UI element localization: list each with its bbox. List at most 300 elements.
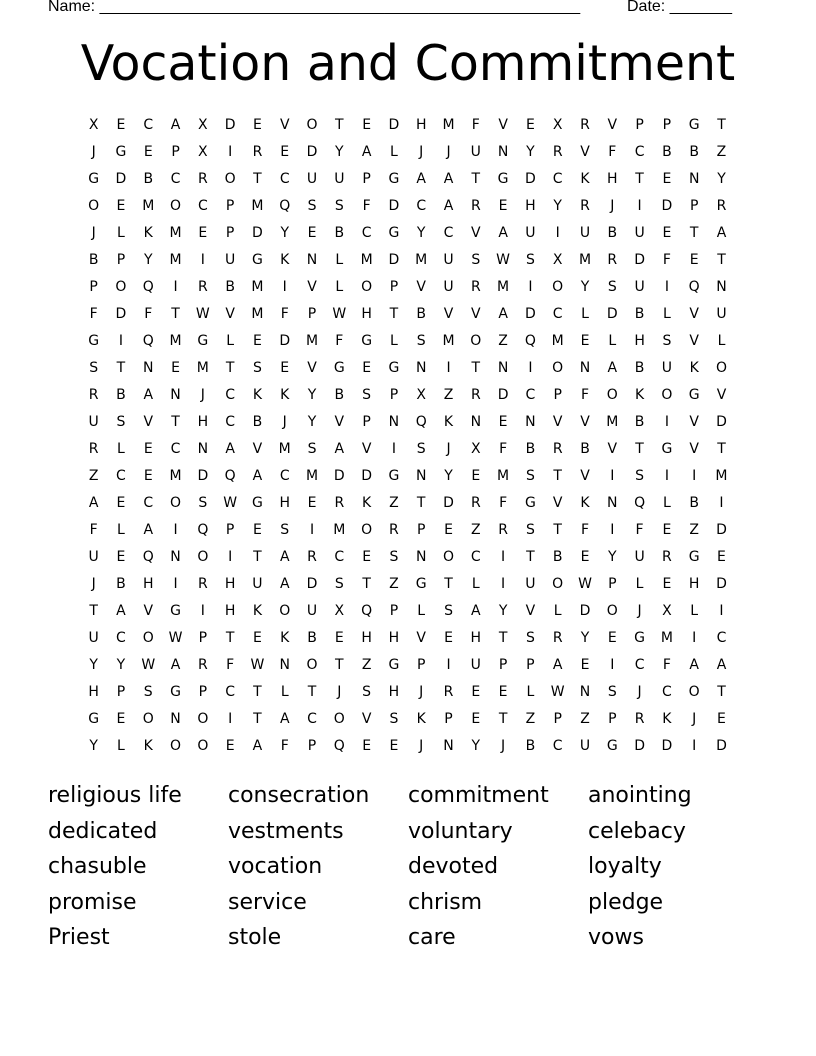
- grid-letter: U: [661, 359, 672, 376]
- grid-letter: Z: [716, 143, 727, 160]
- grid-letter: G: [688, 116, 700, 133]
- grid-letter: T: [526, 548, 535, 565]
- grid-letter: D: [388, 116, 400, 133]
- grid-letter: N: [579, 359, 591, 376]
- grid-letter: V: [143, 413, 154, 430]
- grid-letter: R: [443, 683, 454, 700]
- grid-letter: G: [333, 359, 345, 376]
- grid-letter: E: [280, 359, 290, 376]
- grid-letter: K: [143, 224, 153, 241]
- grid-letter: P: [553, 710, 562, 727]
- grid-letter: L: [117, 224, 125, 241]
- grid-letter: L: [117, 737, 125, 754]
- grid-letter: C: [279, 170, 290, 187]
- grid-letter: P: [362, 170, 371, 187]
- grid-row: [80, 435, 736, 462]
- grid-letter: M: [169, 467, 182, 484]
- grid-letter: D: [661, 737, 673, 754]
- grid-letter: F: [662, 251, 671, 268]
- grid-letter: R: [607, 251, 618, 268]
- grid-letter: G: [252, 494, 263, 511]
- grid-letter: H: [224, 575, 236, 592]
- grid-letter: P: [444, 710, 453, 727]
- grid-letter: I: [282, 278, 287, 295]
- grid-letter: K: [143, 737, 153, 754]
- grid-letter: W: [223, 494, 238, 511]
- grid-letter: C: [225, 386, 236, 403]
- grid-letter: Y: [580, 278, 590, 295]
- grid-letter: A: [143, 386, 154, 403]
- grid-row: [80, 408, 736, 435]
- grid-letter: R: [307, 548, 317, 565]
- grid-letter: P: [635, 116, 644, 133]
- grid-letter: N: [688, 170, 700, 187]
- word-bank-item: pledge: [588, 889, 664, 915]
- grid-letter: K: [580, 494, 590, 511]
- grid-letter: E: [717, 710, 726, 727]
- grid-letter: J: [610, 197, 615, 214]
- word-bank-item: chrism: [408, 889, 483, 915]
- grid-letter: M: [251, 278, 264, 295]
- grid-letter: W: [141, 656, 156, 673]
- grid-letter: V: [552, 494, 563, 511]
- grid-row: [80, 165, 736, 192]
- grid-letter: N: [525, 413, 536, 430]
- grid-letter: D: [333, 467, 345, 484]
- grid-row: [80, 597, 736, 624]
- grid-letter: A: [716, 656, 727, 673]
- grid-row: [80, 246, 736, 273]
- grid-letter: E: [362, 548, 372, 565]
- grid-letter: N: [279, 656, 290, 673]
- grid-row: [80, 624, 736, 651]
- grid-letter: B: [689, 494, 699, 511]
- grid-letter: Q: [524, 332, 536, 349]
- grid-letter: I: [664, 467, 669, 484]
- grid-letter: H: [142, 575, 154, 592]
- grid-letter: J: [91, 224, 96, 241]
- grid-letter: G: [388, 224, 400, 241]
- grid-letter: C: [279, 467, 290, 484]
- grid-letter: R: [662, 548, 672, 565]
- grid-letter: S: [525, 629, 535, 646]
- grid-letter: B: [525, 737, 536, 754]
- grid-letter: M: [660, 629, 673, 646]
- grid-row: [80, 327, 736, 354]
- grid-letter: I: [637, 197, 642, 214]
- grid-row: [80, 300, 736, 327]
- grid-letter: H: [88, 683, 99, 700]
- grid-letter: B: [252, 413, 263, 430]
- grid-letter: S: [334, 575, 344, 592]
- grid-letter: V: [580, 467, 590, 484]
- grid-letter: S: [471, 251, 481, 268]
- grid-letter: I: [610, 521, 615, 538]
- grid-letter: M: [169, 332, 182, 349]
- grid-letter: L: [117, 521, 125, 538]
- grid-letter: B: [634, 305, 645, 322]
- grid-letter: E: [498, 413, 508, 430]
- grid-letter: D: [252, 224, 263, 241]
- grid-letter: Q: [142, 332, 154, 349]
- grid-letter: U: [306, 602, 318, 619]
- grid-letter: D: [224, 116, 236, 133]
- grid-letter: M: [606, 413, 619, 430]
- grid-letter: J: [692, 710, 697, 727]
- grid-letter: E: [362, 737, 372, 754]
- grid-letter: Y: [89, 737, 98, 754]
- grid-letter: B: [607, 224, 618, 241]
- grid-letter: I: [610, 467, 615, 484]
- grid-letter: E: [198, 224, 208, 241]
- grid-letter: E: [444, 629, 453, 646]
- grid-letter: C: [307, 710, 317, 727]
- grid-letter: T: [171, 305, 180, 322]
- grid-letter: T: [362, 575, 371, 592]
- grid-letter: B: [525, 440, 536, 457]
- grid-letter: E: [362, 359, 372, 376]
- grid-letter: S: [280, 521, 290, 538]
- grid-letter: I: [309, 521, 315, 538]
- grid-letter: F: [144, 305, 153, 322]
- grid-letter: J: [419, 737, 424, 754]
- grid-letter: G: [388, 467, 400, 484]
- grid-letter: M: [415, 251, 428, 268]
- grid-letter: E: [471, 710, 481, 727]
- grid-letter: B: [307, 629, 317, 646]
- grid-letter: B: [334, 386, 345, 403]
- grid-letter: V: [498, 116, 508, 133]
- grid-letter: H: [279, 494, 290, 511]
- grid-letter: T: [717, 440, 726, 457]
- grid-letter: T: [416, 494, 426, 511]
- grid-letter: T: [717, 116, 726, 133]
- grid-letter: A: [716, 224, 727, 241]
- grid-letter: L: [226, 332, 235, 349]
- grid-letter: E: [253, 116, 262, 133]
- grid-letter: E: [253, 521, 262, 538]
- grid-letter: A: [498, 305, 508, 322]
- grid-letter: V: [607, 116, 618, 133]
- grid-letter: V: [307, 278, 317, 295]
- grid-letter: P: [608, 710, 617, 727]
- grid-letter: C: [552, 305, 563, 322]
- grid-letter: R: [470, 386, 481, 403]
- grid-letter: M: [142, 197, 155, 214]
- grid-letter: V: [607, 440, 618, 457]
- grid-letter: H: [361, 305, 372, 322]
- grid-letter: O: [552, 575, 564, 592]
- grid-letter: J: [446, 440, 451, 457]
- word-bank-item: service: [228, 889, 307, 915]
- grid-letter: E: [662, 575, 672, 592]
- word-bank-item: voluntary: [408, 818, 513, 844]
- grid-letter: O: [442, 548, 455, 565]
- grid-letter: S: [362, 683, 372, 700]
- grid-letter: H: [688, 575, 700, 592]
- grid-letter: V: [580, 143, 590, 160]
- grid-letter: L: [335, 251, 344, 268]
- grid-letter: A: [471, 602, 481, 619]
- grid-letter: T: [171, 413, 180, 430]
- grid-letter: M: [551, 332, 564, 349]
- grid-letter: H: [470, 629, 482, 646]
- grid-letter: N: [306, 251, 318, 268]
- grid-letter: I: [692, 737, 697, 754]
- grid-letter: E: [580, 656, 590, 673]
- grid-letter: Q: [142, 278, 154, 295]
- grid-letter: S: [334, 197, 344, 214]
- grid-letter: J: [637, 602, 642, 619]
- grid-letter: F: [499, 494, 508, 511]
- grid-letter: Y: [608, 548, 617, 565]
- grid-letter: V: [525, 602, 536, 619]
- grid-letter: I: [200, 251, 205, 268]
- grid-letter: I: [664, 413, 669, 430]
- grid-letter: R: [470, 494, 481, 511]
- grid-letter: A: [279, 575, 290, 592]
- grid-letter: X: [416, 386, 426, 403]
- grid-letter: Z: [361, 656, 372, 673]
- grid-letter: E: [253, 629, 262, 646]
- grid-letter: A: [252, 467, 263, 484]
- grid-letter: K: [280, 251, 290, 268]
- grid-letter: C: [661, 683, 672, 700]
- grid-letter: T: [253, 710, 262, 727]
- grid-letter: D: [279, 332, 291, 349]
- grid-letter: H: [224, 602, 236, 619]
- grid-letter: Z: [498, 332, 508, 349]
- grid-letter: W: [332, 305, 347, 322]
- grid-letter: J: [637, 683, 642, 700]
- grid-letter: Q: [688, 278, 700, 295]
- grid-letter: J: [501, 737, 506, 754]
- grid-letter: E: [498, 683, 508, 700]
- grid-letter: N: [415, 548, 427, 565]
- grid-letter: E: [471, 467, 481, 484]
- word-bank-item: dedicated: [48, 818, 158, 844]
- grid-letter: F: [89, 305, 98, 322]
- grid-letter: X: [198, 143, 208, 160]
- grid-letter: Q: [279, 197, 291, 214]
- grid-letter: D: [606, 305, 618, 322]
- grid-letter: H: [197, 413, 209, 430]
- word-bank-item: stole: [228, 925, 282, 950]
- grid-letter: C: [225, 683, 236, 700]
- grid-letter: F: [499, 440, 508, 457]
- grid-letter: L: [335, 278, 344, 295]
- grid-letter: L: [635, 575, 644, 592]
- word-bank-item: vestments: [228, 818, 344, 844]
- grid-letter: P: [225, 224, 235, 241]
- grid-letter: I: [200, 602, 205, 619]
- word-bank-item: care: [408, 925, 456, 950]
- grid-letter: A: [334, 440, 345, 457]
- grid-letter: V: [689, 413, 699, 430]
- grid-row: [80, 543, 736, 570]
- grid-letter: B: [552, 548, 563, 565]
- grid-letter: L: [417, 602, 426, 619]
- grid-letter: C: [361, 224, 372, 241]
- grid-letter: S: [525, 467, 535, 484]
- grid-letter: H: [634, 332, 645, 349]
- grid-letter: W: [250, 656, 265, 673]
- grid-letter: T: [444, 575, 453, 592]
- grid-letter: D: [634, 737, 645, 754]
- grid-letter: A: [225, 440, 235, 457]
- grid-letter: O: [361, 521, 373, 538]
- grid-letter: G: [170, 602, 181, 619]
- grid-letter: V: [307, 359, 317, 376]
- grid-letter: G: [606, 737, 618, 754]
- grid-letter: F: [280, 305, 289, 322]
- grid-letter: G: [170, 683, 181, 700]
- grid-letter: N: [143, 359, 154, 376]
- grid-letter: Q: [634, 494, 646, 511]
- grid-letter: P: [608, 575, 617, 592]
- grid-letter: X: [552, 116, 563, 133]
- grid-letter: A: [607, 359, 618, 376]
- grid-letter: U: [88, 548, 99, 565]
- grid-letter: M: [251, 305, 264, 322]
- grid-letter: E: [225, 737, 235, 754]
- grid-letter: U: [525, 575, 536, 592]
- grid-letter: N: [443, 737, 454, 754]
- grid-letter: V: [689, 332, 699, 349]
- grid-row: [80, 462, 736, 489]
- grid-letter: A: [552, 656, 563, 673]
- grid-letter: I: [173, 278, 178, 295]
- grid-letter: Z: [525, 710, 536, 727]
- grid-letter: O: [224, 170, 236, 187]
- grid-row: [80, 732, 736, 759]
- grid-letter: E: [116, 548, 126, 565]
- grid-letter: A: [170, 116, 181, 133]
- grid-letter: G: [115, 143, 127, 160]
- grid-letter: Y: [143, 251, 153, 268]
- grid-letter: C: [334, 548, 345, 565]
- grid-letter: E: [362, 116, 372, 133]
- grid-letter: V: [416, 629, 426, 646]
- grid-letter: V: [471, 224, 481, 241]
- grid-letter: C: [197, 197, 208, 214]
- grid-letter: K: [362, 494, 372, 511]
- letter-grid: [80, 111, 736, 759]
- grid-letter: D: [115, 170, 127, 187]
- grid-letter: E: [471, 683, 481, 700]
- grid-letter: Z: [443, 386, 454, 403]
- grid-letter: Q: [415, 413, 427, 430]
- grid-row: [80, 354, 736, 381]
- grid-letter: O: [606, 386, 618, 403]
- grid-letter: V: [225, 305, 235, 322]
- grid-letter: U: [306, 170, 318, 187]
- grid-letter: O: [661, 386, 673, 403]
- grid-letter: A: [498, 224, 508, 241]
- grid-letter: C: [116, 629, 126, 646]
- grid-row: [80, 219, 736, 246]
- grid-letter: P: [307, 305, 317, 322]
- grid-letter: A: [252, 737, 263, 754]
- grid-letter: D: [716, 413, 727, 430]
- grid-letter: K: [662, 710, 672, 727]
- grid-letter: O: [715, 359, 727, 376]
- grid-letter: V: [552, 413, 563, 430]
- grid-row: [80, 651, 736, 678]
- grid-letter: S: [525, 521, 535, 538]
- grid-letter: T: [553, 467, 562, 484]
- grid-letter: R: [197, 278, 208, 295]
- grid-letter: D: [716, 521, 727, 538]
- grid-letter: Y: [471, 737, 481, 754]
- grid-letter: V: [361, 710, 372, 727]
- grid-letter: I: [228, 548, 233, 565]
- grid-letter: H: [415, 116, 427, 133]
- grid-letter: B: [88, 251, 99, 268]
- grid-letter: T: [498, 710, 508, 727]
- grid-letter: K: [252, 602, 263, 619]
- grid-letter: O: [470, 332, 482, 349]
- grid-letter: R: [252, 143, 263, 160]
- grid-row: [80, 516, 736, 543]
- grid-letter: P: [116, 251, 126, 268]
- grid-letter: M: [169, 224, 182, 241]
- grid-letter: S: [143, 683, 153, 700]
- grid-letter: S: [525, 251, 535, 268]
- grid-letter: O: [279, 602, 291, 619]
- word-bank-item: commitment: [408, 783, 549, 808]
- grid-letter: A: [116, 602, 126, 619]
- grid-letter: O: [170, 494, 182, 511]
- grid-letter: A: [443, 197, 454, 214]
- grid-letter: O: [170, 197, 182, 214]
- grid-letter: O: [688, 683, 700, 700]
- grid-letter: J: [200, 386, 205, 403]
- grid-letter: F: [635, 521, 644, 538]
- grid-letter: F: [662, 656, 671, 673]
- grid-letter: T: [471, 170, 481, 187]
- grid-letter: M: [305, 332, 319, 349]
- grid-letter: D: [115, 305, 127, 322]
- grid-letter: K: [689, 359, 699, 376]
- grid-letter: E: [143, 143, 153, 160]
- grid-row: [80, 705, 736, 732]
- grid-letter: G: [634, 629, 646, 646]
- grid-letter: Y: [335, 143, 344, 160]
- grid-letter: F: [335, 332, 344, 349]
- grid-letter: K: [443, 413, 454, 430]
- grid-letter: N: [170, 710, 181, 727]
- grid-letter: N: [497, 143, 509, 160]
- grid-letter: P: [225, 521, 235, 538]
- grid-letter: O: [197, 710, 209, 727]
- grid-letter: D: [525, 305, 536, 322]
- grid-letter: O: [552, 359, 564, 376]
- word-bank-item: vocation: [228, 854, 323, 879]
- grid-letter: O: [197, 737, 209, 754]
- grid-letter: Z: [389, 494, 399, 511]
- grid-letter: E: [307, 494, 317, 511]
- grid-letter: N: [716, 278, 727, 295]
- grid-letter: P: [689, 197, 699, 214]
- grid-letter: O: [306, 116, 318, 133]
- grid-letter: B: [689, 143, 699, 160]
- grid-letter: M: [251, 197, 264, 214]
- grid-letter: L: [117, 440, 125, 457]
- grid-letter: S: [362, 386, 372, 403]
- grid-letter: G: [252, 251, 263, 268]
- grid-letter: Y: [444, 467, 453, 484]
